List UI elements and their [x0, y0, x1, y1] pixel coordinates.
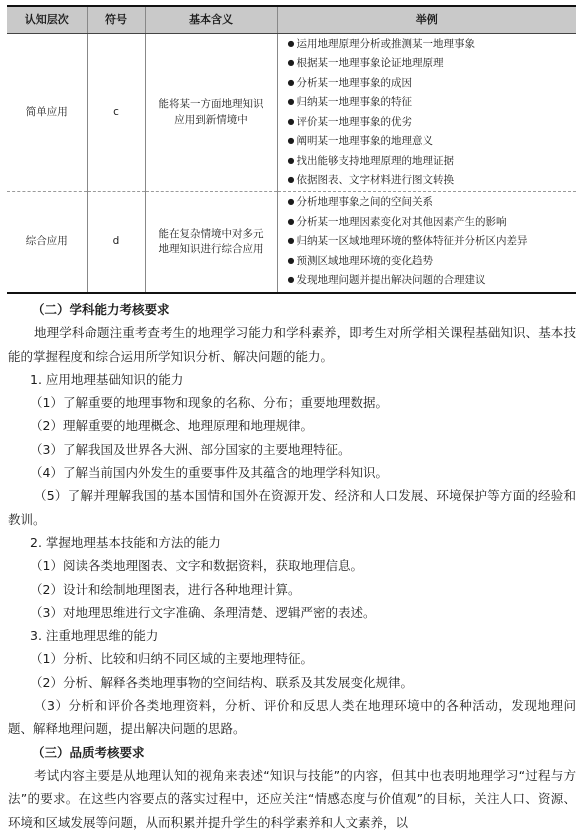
- meaning-line: 能在复杂情境中对多元: [158, 227, 264, 240]
- section-heading: （三）品质考核要求: [32, 744, 145, 760]
- subsection-heading: 2. 掌握地理基本技能和方法的能力: [30, 534, 221, 550]
- list-item: ● 找出能够支持地理原理的地理证据: [288, 152, 573, 172]
- paragraph: 地理学科命题注重考查考生的地理学习能力和学科素养，即考生对所学相关课程基础知识、基本技能的掌握程度和综合运用所学知识分析、解决问题的能力。: [8, 325, 576, 364]
- meaning-cell: [145, 192, 277, 294]
- symbol-cell: c: [87, 34, 145, 192]
- list-item: （1）阅读各类地理图表、文字和数据资料，获取地理信息。: [30, 558, 363, 574]
- list-item: ● 发现地理问题并提出解决问题的合理建议: [288, 271, 573, 291]
- examples-list: [282, 193, 573, 291]
- symbol-cell: d: [87, 192, 145, 294]
- list-item: （2）分析、解释各类地理事物的空间结构、联系及其发展变化规律。: [30, 674, 413, 690]
- meaning-line: 能将某一方面地理知识: [158, 98, 264, 111]
- table-row: [7, 192, 576, 294]
- meaning-line: 地理知识进行综合应用: [158, 243, 264, 255]
- table-header-row: [7, 6, 576, 34]
- examples-list: [282, 35, 573, 191]
- table-row: [7, 34, 576, 192]
- list-item: （3）了解我国及世界各大洲、部分国家的主要地理特征。: [30, 441, 351, 457]
- list-item: ● 归纳某一地理事象的特征: [288, 93, 573, 113]
- list-item: ● 归纳某一区域地理环境的整体特征并分析区内差异: [288, 232, 573, 252]
- list-item: ● 分析某一地理因素变化对其他因素产生的影响: [288, 213, 573, 233]
- header-meaning: 基本含义: [145, 6, 277, 34]
- meaning-cell: [145, 34, 277, 192]
- list-item: （4）了解当前国内外发生的重要事件及其蕴含的地理学科知识。: [30, 465, 388, 481]
- list-item: ● 根据某一地理事象论证地理原理: [288, 54, 573, 74]
- list-item: （2）理解重要的地理概念、地理原理和地理规律。: [30, 418, 313, 434]
- list-item: （3）对地理思维进行文字准确、条理清楚、逻辑严密的表述。: [30, 604, 376, 620]
- body-text: [8, 298, 576, 834]
- subsection-heading: 1. 应用地理基础知识的能力: [30, 371, 184, 387]
- list-item: （1）分析、比较和归纳不同区域的主要地理特征。: [30, 651, 313, 667]
- examples-cell: [277, 192, 576, 294]
- list-item: ● 评价某一地理事象的优劣: [288, 113, 573, 133]
- list-item: （3）分析和评价各类地理资料，分析、评价和反思人类在地理环境中的各种活动，发现地理问题、解释地理问题，提出解决问题的思路。: [8, 698, 576, 737]
- meaning-line: 应用到新情境中: [174, 113, 248, 126]
- paragraph: 考试内容主要是从地理认知的视角来表述“知识与技能”的内容，但其中也表明地理学习“过程与方法”的要求。在这些内容要点的落实过程中，还应关注“情感态度与价值观”的目标，关注人口、资源、环境和区域发展等问题，从而积累并提升学生的科学素养和人文素养，以: [8, 767, 576, 830]
- list-item: ● 分析地理事象之间的空间关系: [288, 193, 573, 213]
- list-item: ● 运用地理原理分析或推测某一地理事象: [288, 35, 573, 55]
- list-item: （5）了解并理解我国的基本国情和国外在资源开发、经济和人口发展、环境保护等方面的经验和教训。: [8, 488, 576, 527]
- list-item: ● 阐明某一地理事象的地理意义: [288, 132, 573, 152]
- header-examples: 举例: [277, 6, 576, 34]
- subsection-heading: 3. 注重地理思维的能力: [30, 628, 159, 644]
- cognition-level-table: [7, 5, 576, 294]
- list-item: ● 分析某一地理事象的成因: [288, 74, 573, 94]
- header-level: 认知层次: [7, 6, 87, 34]
- list-item: ● 依据图表、文字材料进行图文转换: [288, 171, 573, 191]
- examples-cell: [277, 34, 576, 192]
- level-cell: 综合应用: [7, 192, 87, 294]
- list-item: （2）设计和绘制地理图表，进行各种地理计算。: [30, 581, 301, 597]
- header-symbol: 符号: [87, 6, 145, 34]
- level-cell: 简单应用: [7, 34, 87, 192]
- list-item: （1）了解重要的地理事物和现象的名称、分布；重要地理数据。: [30, 395, 388, 411]
- section-heading: （二）学科能力考核要求: [32, 302, 170, 317]
- list-item: ● 预测区域地理环境的变化趋势: [288, 252, 573, 272]
